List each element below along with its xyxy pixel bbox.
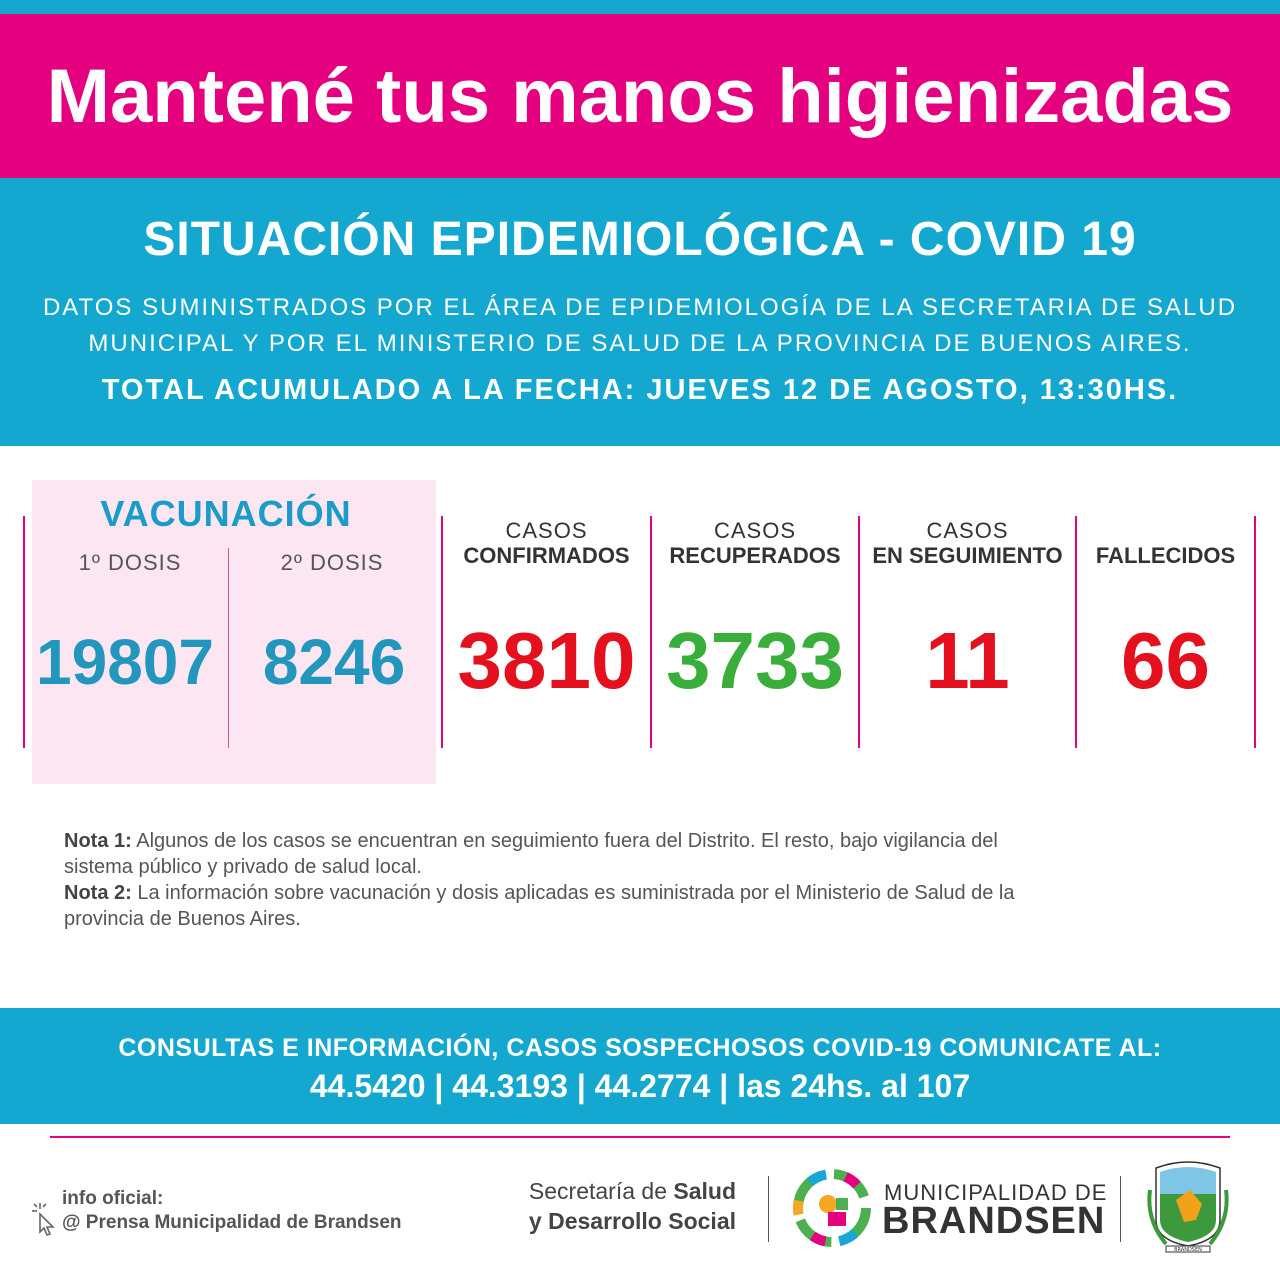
cursor-click-icon: [30, 1200, 60, 1236]
note-1-text: Algunos de los casos se encuentran en seguimiento fuera del Distrito. El resto, bajo vigilancia del sistema público y privado de salud local.: [64, 830, 998, 878]
info-subtitle-line1: DATOS SUMINISTRADOS POR EL ÁREA DE EPIDEMIOLOGÍA DE LA SECRETARIA DE SALUD: [42, 294, 1238, 321]
recovered-value: 3733: [666, 616, 844, 705]
headline-title: Mantené tus manos higienizadas: [46, 53, 1234, 139]
info-date-line: TOTAL ACUMULADO A LA FECHA: JUEVES 12 DE AGOSTO, 13:30HS.: [101, 374, 1179, 406]
recovered-label: [652, 518, 858, 568]
note-1-label: Nota 1:: [64, 830, 132, 852]
contact-phones: 44.5420 | 44.3193 | 44.2774 | las 24hs. al 107: [309, 1068, 971, 1104]
recovered-label-bottom: RECUPERADOS: [669, 543, 841, 568]
contact-heading: CONSULTAS E INFORMACIÓN, CASOS SOSPECHOSOS COVID-19 COMUNICATE AL:: [118, 1034, 1162, 1062]
footer-divider: [50, 1136, 1230, 1138]
vaccination-title: VACUNACIÓN: [100, 493, 352, 534]
notes-section: [64, 828, 1024, 932]
followup-value: 11: [925, 616, 1010, 705]
deceased-value: 66: [1121, 616, 1210, 705]
info-subtitle: [0, 290, 1280, 362]
contact-band: [0, 1008, 1280, 1124]
confirmed-label-bottom: CONFIRMADOS: [463, 543, 630, 568]
secretaria-prefix: Secretaría de: [528, 1178, 674, 1204]
deceased-label: [1077, 518, 1254, 568]
deceased-label-bottom: FALLECIDOS: [1095, 543, 1236, 568]
crest-caption: BRANDSEN: [1174, 1247, 1202, 1253]
credit-source: @ Prensa Municipalidad de Brandsen: [62, 1212, 402, 1233]
info-subtitle-line2: MUNICIPAL Y POR EL MINISTERIO DE SALUD DE LA PROVINCIA DE BUENOS AIRES.: [88, 330, 1192, 357]
divider-left: [23, 516, 25, 748]
note-2-text: La información sobre vacunación y dosis aplicadas es suministrada por el Ministerio de Salud de la provincia de Buenos Aires.: [64, 882, 1015, 930]
followup-label: [860, 518, 1075, 568]
secretaria-bold: Salud: [673, 1178, 736, 1204]
brandsen-crest-icon: [1146, 1160, 1230, 1254]
dose1-label: 1º DOSIS: [78, 550, 182, 575]
municipio-label: MUNICIPALIDAD DE: [884, 1180, 1108, 1205]
footer-divider-1: [768, 1176, 769, 1242]
divider-right: [1254, 516, 1256, 748]
secretaria-line2: y Desarrollo Social: [528, 1208, 736, 1234]
top-accent-strip: [0, 0, 1280, 14]
info-title: SITUACIÓN EPIDEMIOLÓGICA - COVID 19: [143, 213, 1137, 266]
municipio-name: BRANDSEN: [882, 1200, 1106, 1242]
info-band: [0, 178, 1280, 446]
confirmed-value: 3810: [457, 616, 636, 705]
followup-label-top: CASOS: [926, 518, 1009, 543]
confirmed-label-top: CASOS: [505, 518, 588, 543]
note-2: [64, 880, 1024, 932]
footer-divider-2: [1120, 1176, 1121, 1242]
dose2-label: 2º DOSIS: [280, 550, 384, 575]
note-1: [64, 828, 1024, 880]
divider-doses: [228, 548, 229, 748]
recovered-label-top: CASOS: [713, 518, 797, 543]
municipal-logo-icon: [792, 1168, 872, 1248]
dose2-value: 8246: [262, 626, 406, 698]
confirmed-label: [443, 518, 650, 568]
followup-label-bottom: EN SEGUIMIENTO: [872, 543, 1063, 568]
headline-banner: [0, 14, 1280, 178]
note-2-label: Nota 2:: [64, 882, 132, 904]
secretaria-line1: [500, 1178, 736, 1205]
credit-label: info oficial:: [62, 1188, 164, 1209]
dose1-value: 19807: [36, 626, 214, 698]
